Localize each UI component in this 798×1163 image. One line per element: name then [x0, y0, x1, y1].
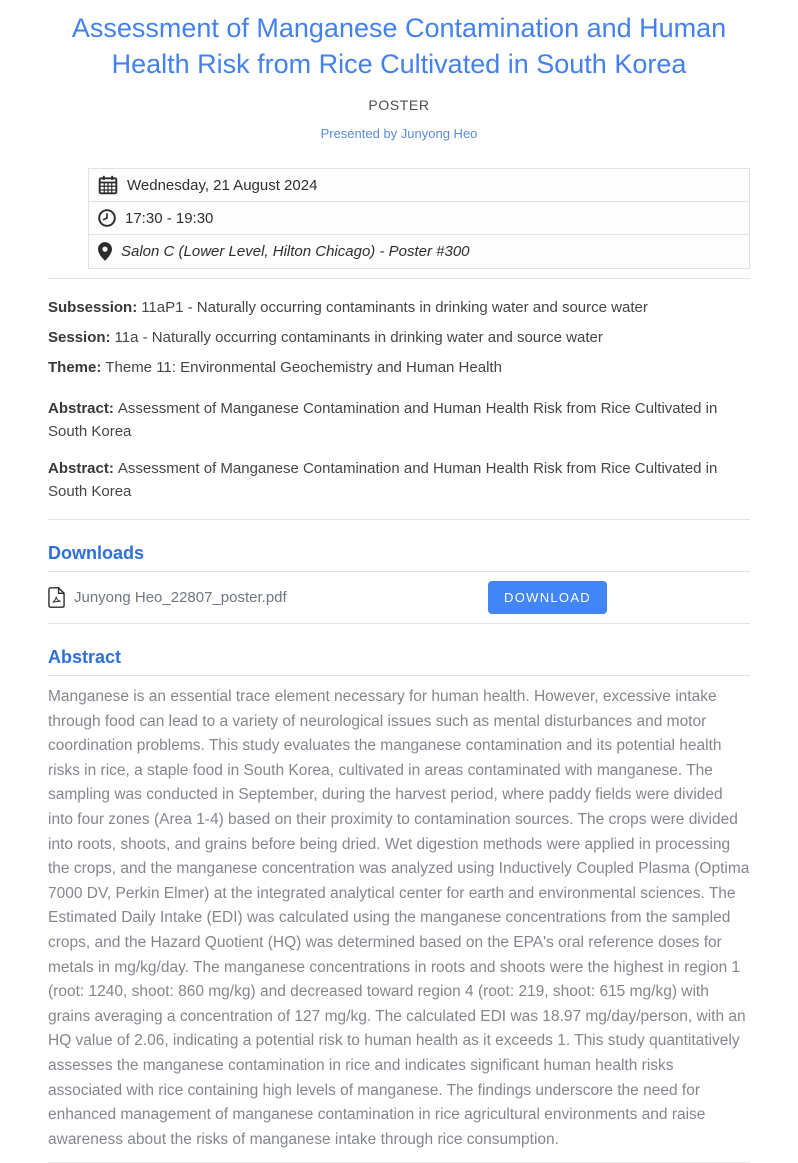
download-button[interactable]: DOWNLOAD: [488, 581, 607, 614]
abstract-title-text: Assessment of Manganese Contamination and Human Health Risk from Rice Cultivated in South Korea: [48, 460, 718, 500]
event-time: 17:30 - 19:30: [125, 209, 214, 227]
divider: [48, 675, 750, 676]
divider: [48, 278, 750, 279]
event-info-box: [88, 168, 750, 269]
event-location: Salon C (Lower Level, Hilton Chicago) - Poster #300: [121, 243, 470, 260]
abstract-body-text: Manganese is an essential trace element necessary for human health. However, excessive intake through food can lead to a variety of neurological issues such as mental disturbances and motor coordination problems. This study evaluates the manganese contamination and its potential health risks in rice, a staple food in South Korea, cultivated in areas contaminated with manganese. The sampling was conducted in September, during the harvest period, where paddy fields were divided into four zones (Area 1-4) based on their proximity to contamination sources. The crops were divided into roots, shoots, and grains before being dried. Wet digestion methods were applied in processing the crops, and the manganese concentration was analyzed using Inductively Coupled Plasma (Optima 7000 DV, Perkin Elmer) at the integrated analytical center for earth and environmental sciences. The Estimated Daily Intake (EDI) was calculated using the manganese concentrations from the sampled crops, and the Hazard Quotient (HQ) was determined based on the EPA's oral reference doses for metals in mg/kg/day. The manganese concentrations in roots and shoots were the highest in region 1 (root: 1240, shoot: 860 mg/kg) and decreased toward region 4 (root: 219, shoot: 615 mg/kg) with grains averaging a concentration of 127 mg/kg. The calculated EDI was 18.97 mg/day/person, with an HQ value of 2.06, indicating a potential risk to human health as it exceeds 1. This study quantitatively assesses the manganese contamination in rice and indicates significant human health risks associated with rice containing high levels of manganese. The findings underscore the need for enhanced management of manganese contamination in rice agricultural environments and raise awareness about the risks of manganese intake through rice consumption.: [48, 688, 750, 1148]
session-text: 11a - Naturally occurring contaminants in drinking water and source water: [114, 329, 603, 346]
event-date: Wednesday, 21 August 2024: [127, 176, 318, 194]
downloads-heading: Downloads: [48, 543, 145, 563]
session-label: Session:: [48, 329, 111, 346]
presenter-link[interactable]: Presented by Junyong Heo: [320, 126, 478, 141]
theme-line: [48, 357, 750, 379]
calendar-icon: [98, 175, 118, 195]
theme-text: Theme 11: Environmental Geochemistry and Human Health: [105, 359, 502, 376]
abstract-title-line: [48, 397, 750, 443]
event-date-row: [89, 169, 749, 202]
event-location-row: [89, 235, 749, 268]
session-line: [48, 327, 750, 349]
theme-label: Theme:: [48, 359, 102, 376]
subsession-text: 11aP1 - Naturally occurring contaminants in drinking water and source water: [141, 299, 648, 316]
subsession-line: [48, 297, 750, 319]
subsession-label: Subsession:: [48, 299, 138, 316]
abstract-title-text: Assessment of Manganese Contamination and Human Health Risk from Rice Cultivated in South Korea: [48, 400, 718, 440]
abstract-label: Abstract:: [48, 400, 114, 417]
session-meta: [48, 297, 750, 379]
location-pin-icon: [98, 242, 112, 261]
abstract-heading: Abstract: [48, 647, 122, 667]
pdf-file-icon: [48, 587, 65, 608]
divider: [48, 623, 750, 624]
abstract-title-line: [48, 457, 750, 503]
download-file-info: [48, 587, 488, 608]
clock-icon: [98, 209, 116, 227]
presentation-type-label: POSTER: [368, 97, 430, 113]
abstract-title-lines: [48, 397, 750, 503]
download-file-name: Junyong Heo_22807_poster.pdf: [74, 589, 287, 606]
download-row: [48, 572, 750, 623]
abstract-label: Abstract:: [48, 460, 114, 477]
divider: [48, 519, 750, 520]
event-time-row: [89, 202, 749, 235]
page-title: Assessment of Manganese Contamination and Human Health Risk from Rice Cultivated in South Korea: [71, 13, 727, 79]
poster-detail-page: [0, 10, 798, 1163]
